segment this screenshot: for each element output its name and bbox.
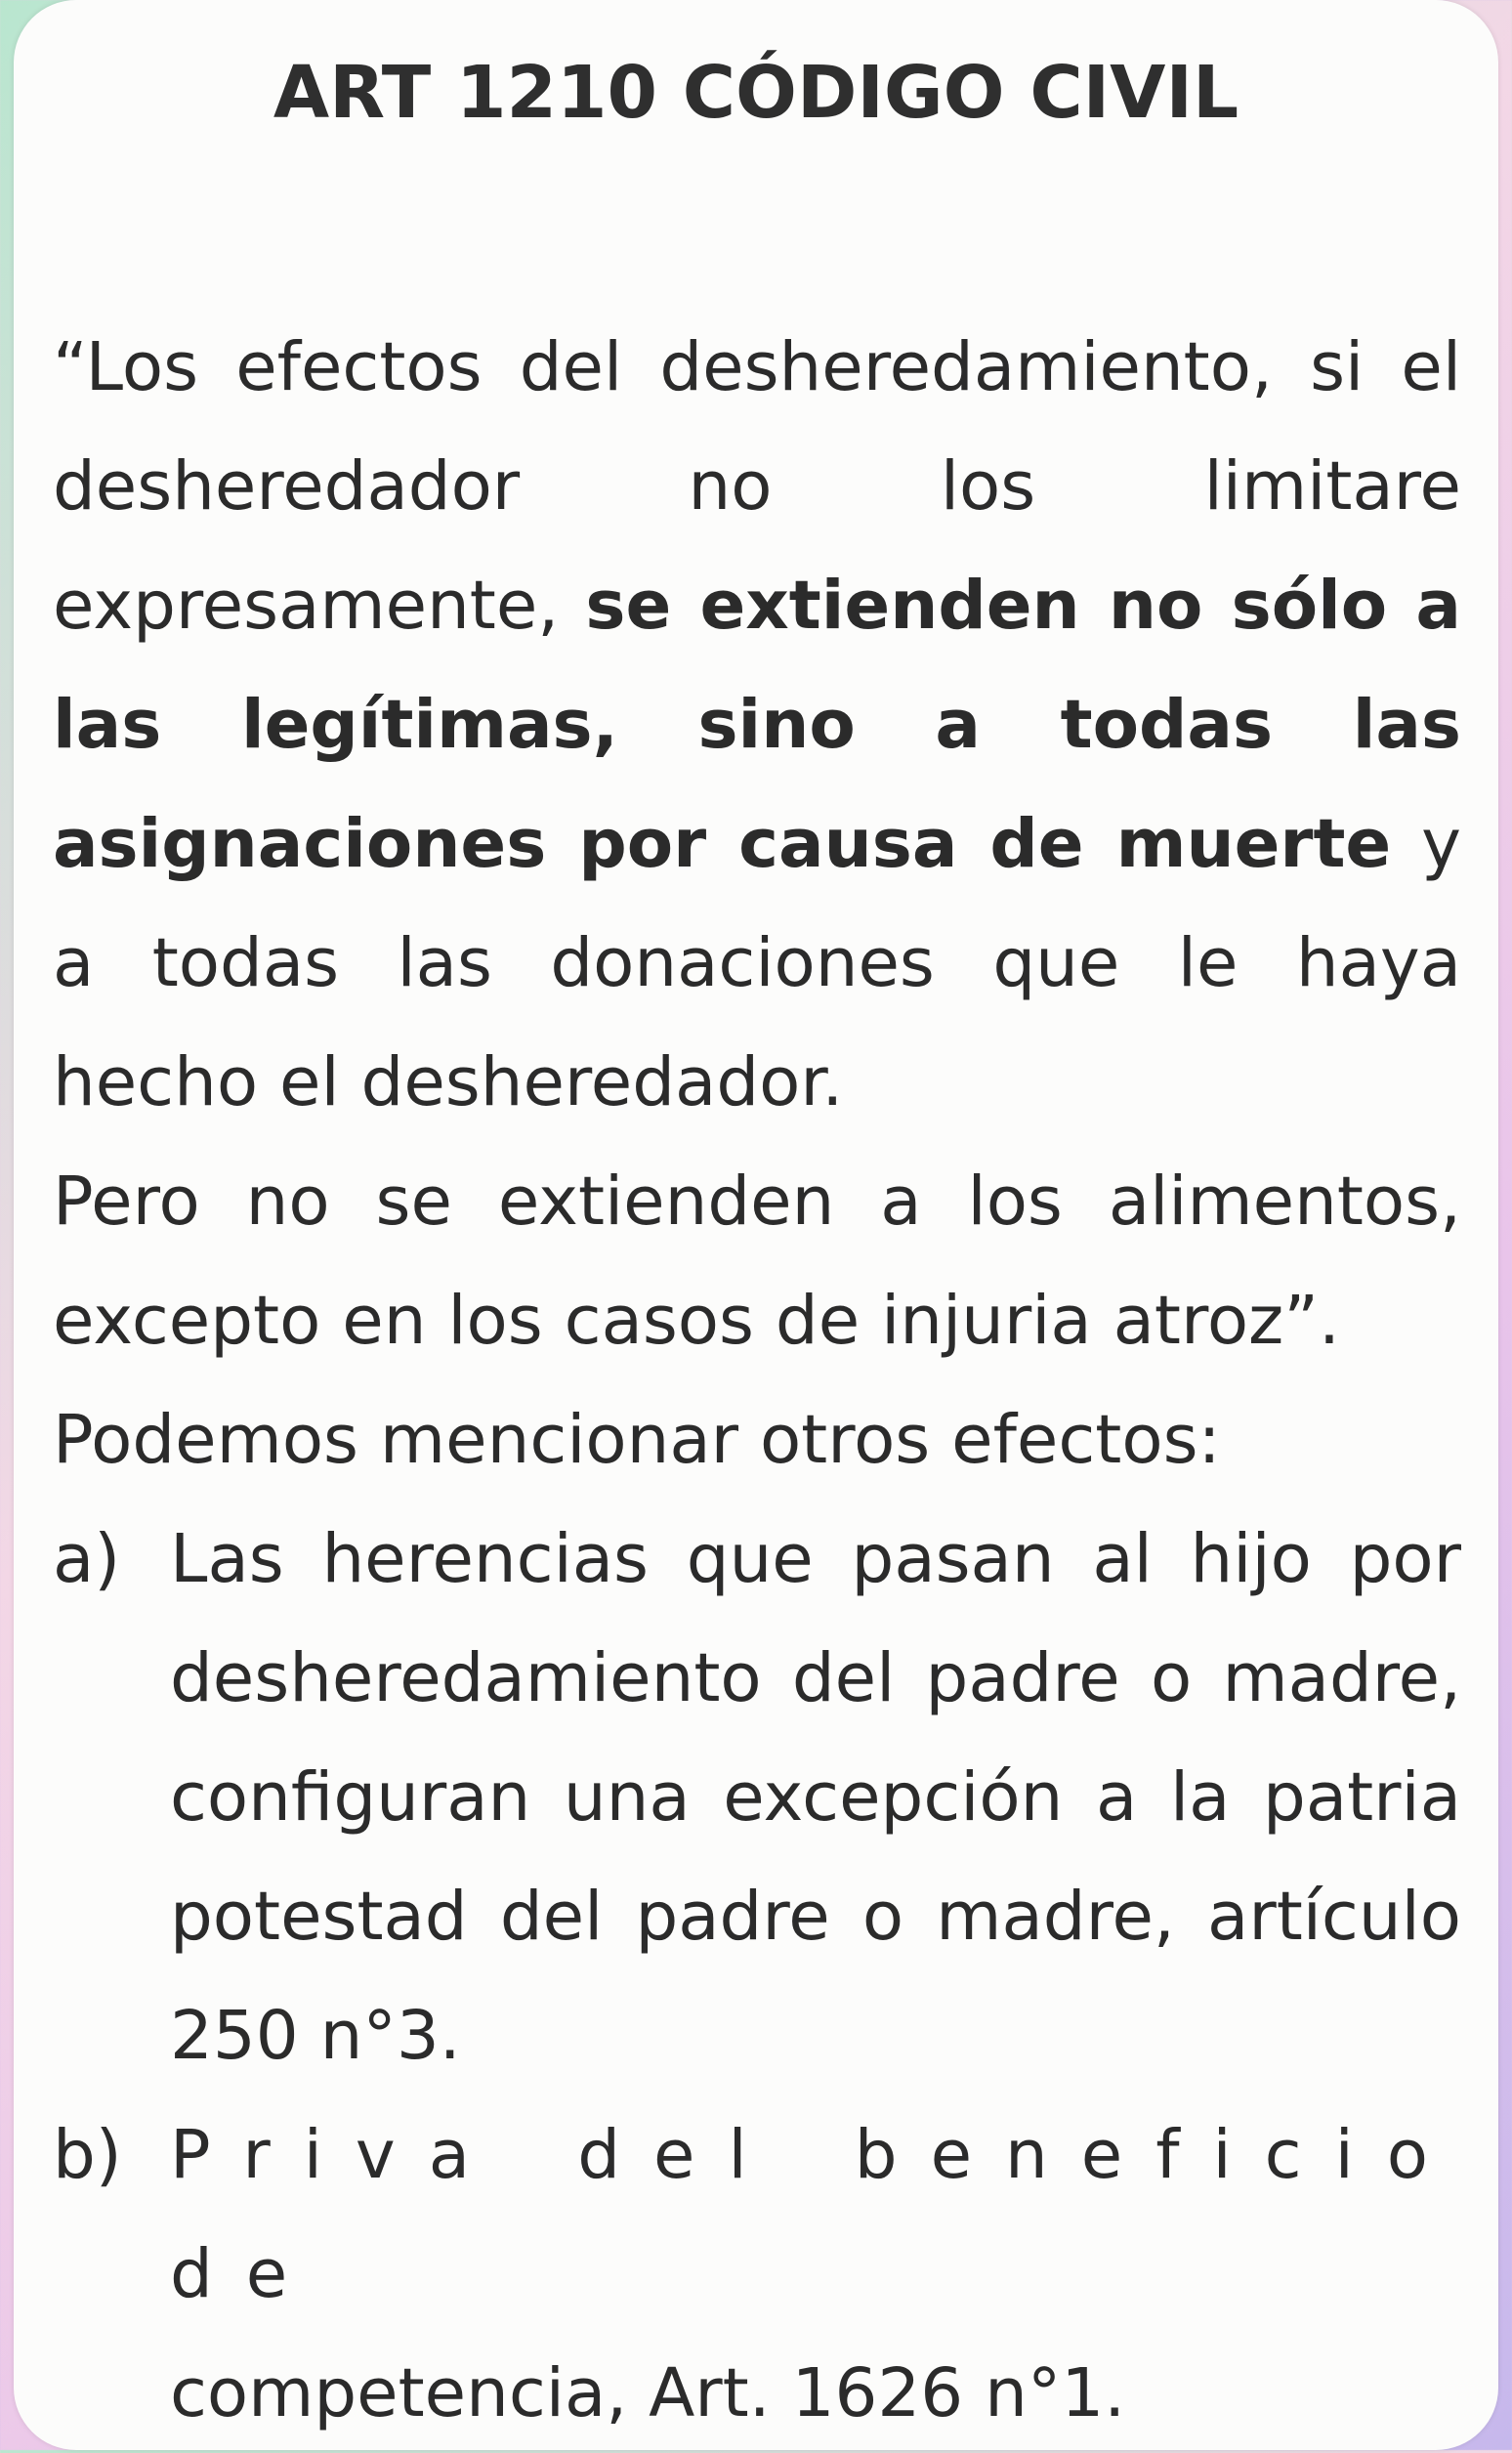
list-label-b: b) [53, 2116, 122, 2194]
document-body [53, 308, 1461, 2453]
list-item-a [53, 1500, 1461, 2095]
quote-text-start: “Los efectos del desheredamiento, si el desheredador no los limitare expresamente, [53, 328, 1461, 645]
quote-paragraph [53, 308, 1461, 1142]
document-title: ART 1210 CÓDIGO CIVIL [273, 51, 1239, 135]
list-text-a: Las herencias que pasan al hijo por desheredamiento del padre o madre, configuran una excepción a la patria potestad del padre o madre, artículo 250 n°3. [170, 1520, 1461, 2075]
quote-text-end: y a todas las donaciones que le haya hecho el desheredador. [53, 805, 1461, 1121]
list-text-b-second-line: competencia, Art. 1626 n°1. [170, 2354, 1126, 2432]
list-text-b [170, 2095, 1461, 2453]
list-text-b-first-line: Priva del beneficio de [170, 2116, 1461, 2313]
list-item-b [53, 2095, 1461, 2453]
quote-final-sentence: Pero no se extienden a los alimentos, excepto en los casos de injuria atroz”. [53, 1163, 1461, 1360]
list-label-a: a) [53, 1520, 121, 1598]
effects-intro: Podemos mencionar otros efectos: [53, 1401, 1221, 1479]
quote-bold-text: se extienden no sólo a las legítimas, sino a todas las asignaciones por causa de muerte [53, 567, 1461, 883]
